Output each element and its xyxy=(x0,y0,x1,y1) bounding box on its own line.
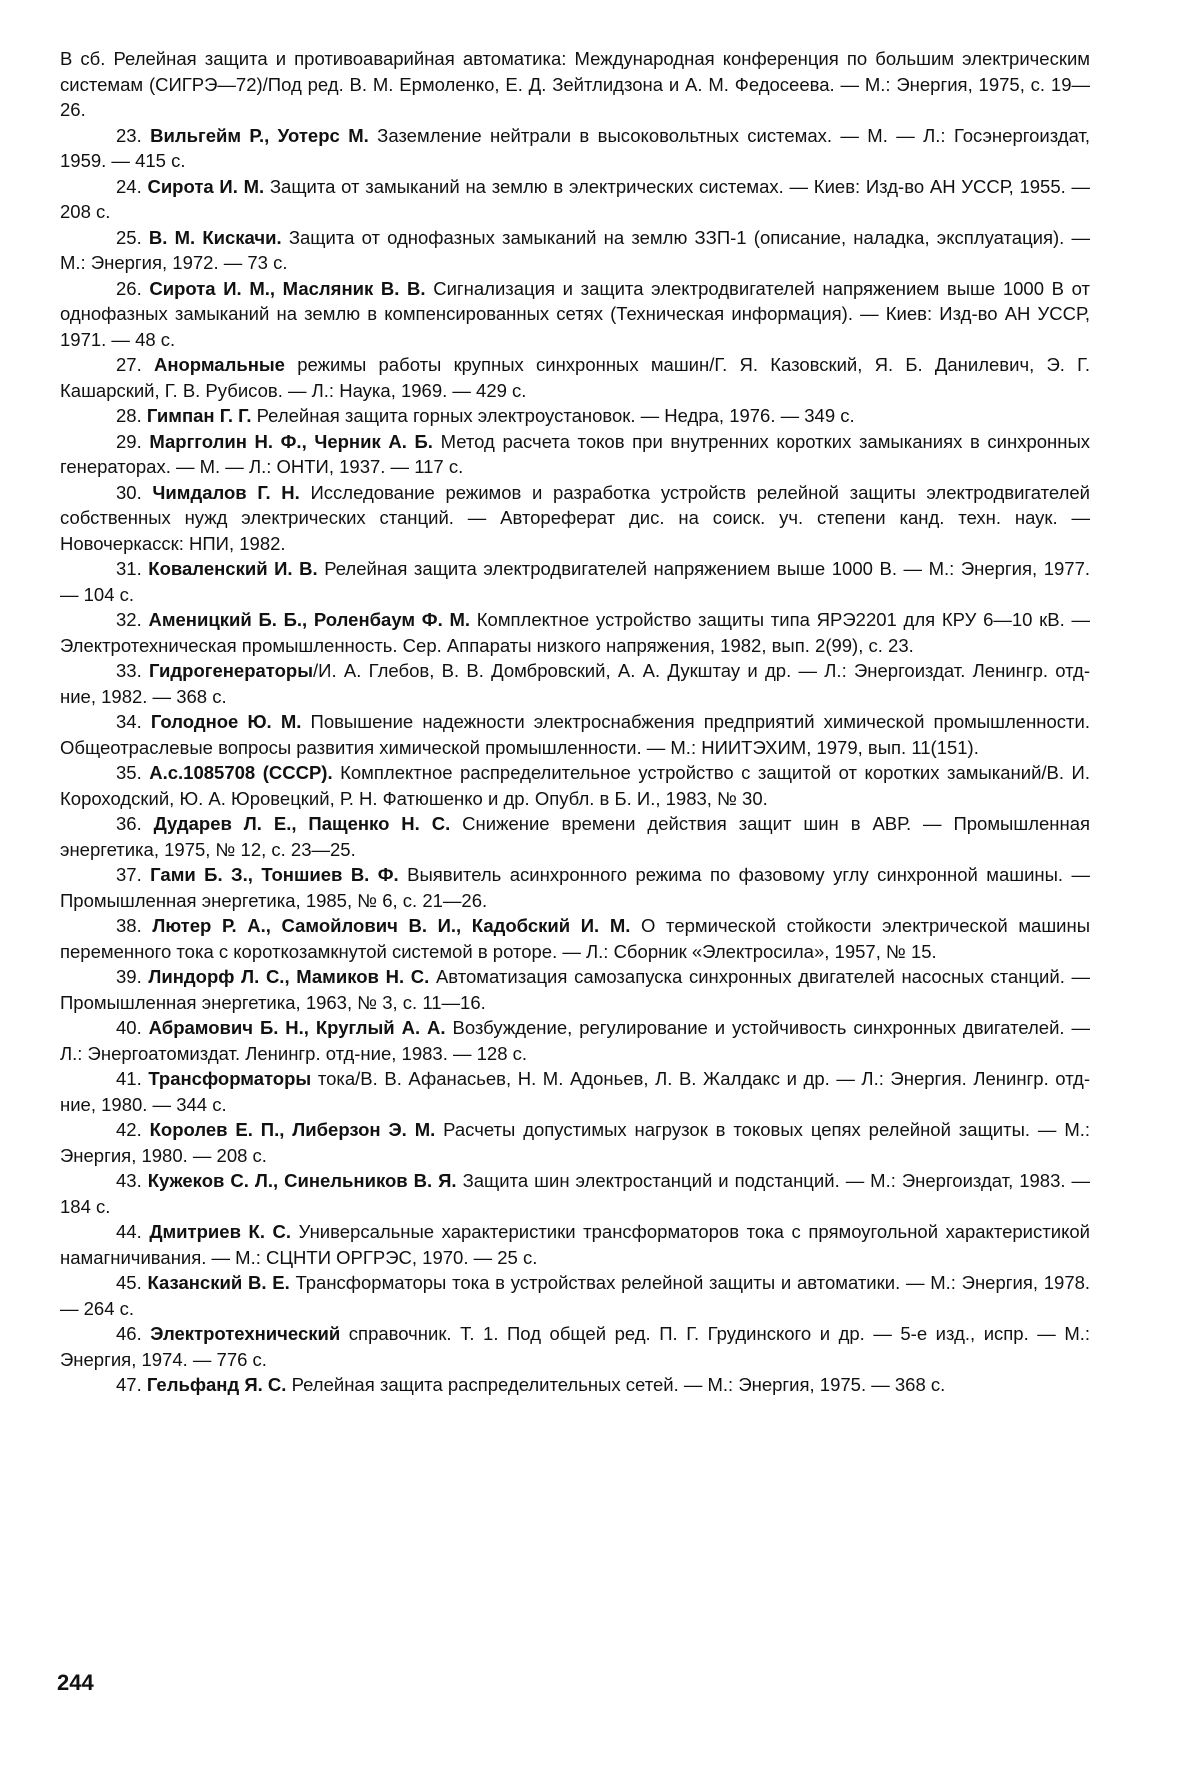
bibliography-entry xyxy=(60,556,1090,607)
entry-text: Повышение надежности электроснабжения предприятий химической промышленности. Общеотраслевые вопросы развития химической промышленности. — М.: НИИТЭХИМ, 1979, вып. 11(151). xyxy=(60,711,1091,758)
entry-author: Сирота И. М., Масляник В. В. xyxy=(149,277,426,299)
entry-text: Возбуждение, регулирование и устойчивость синхронных двигателей. — Л.: Энергоатомиздат. Ленингр. отд-ние, 1983. — 128 с. xyxy=(60,1017,1091,1064)
entry-text: /И. А. Глебов, В. В. Домбровский, А. А. Дукштау и др. — Л.: Энергоиздат. Ленингр. отд-ние, 1982. — 368 с. xyxy=(60,660,1090,707)
entry-text: Релейная защита электродвигателей напряжением выше 1000 В. — М.: Энергия, 1977. — 104 с. xyxy=(60,558,1091,605)
entry-text: Комплектное распределительное устройство с защитой от коротких замыканий/В. И. Короходский, Ю. А. Юровецкий, Р. Н. Фатюшенко и др. Опубл. в Б. И., 1983, № 30. xyxy=(60,762,1090,809)
entry-text: Универсальные характеристики трансформаторов тока с прямоугольной характеристикой намагничивания. — М.: СЦНТИ ОРГРЭС, 1970. — 25 с. xyxy=(60,1221,1090,1268)
entry-author: Кужеков С. Л., Синельников В. Я. xyxy=(147,1170,457,1191)
bibliography-entry xyxy=(60,709,1090,760)
bibliography-entry xyxy=(60,1321,1090,1372)
bibliography-entry xyxy=(60,760,1090,811)
entry-text: Трансформаторы тока в устройствах релейной защиты и автоматики. — М.: Энергия, 1978. — 264 с. xyxy=(60,1272,1091,1319)
entry-text: справочник. Т. 1. Под общей ред. П. Г. Грудинского и др. — 5-е изд., испр. — М.: Энергия, 1974. — 776 с. xyxy=(60,1323,1091,1370)
entry-author: Аменицкий Б. Б., Роленбаум Ф. М. xyxy=(148,609,471,630)
entry-text: Релейная защита горных электроустановок. — Недра, 1976. — 349 с. xyxy=(256,405,855,426)
entry-author: Абрамович Б. Н., Круглый А. А. xyxy=(148,1017,446,1038)
entry-text: Релейная защита распределительных сетей. — М.: Энергия, 1975. — 368 с. xyxy=(291,1374,946,1395)
bibliography-entry xyxy=(60,225,1090,276)
entry-text: Снижение времени действия защит шин в АВР. — Промышленная энергетика, 1975, № 12, с. 23—25. xyxy=(60,813,1091,860)
entry-text: В сб. Релейная защита и противоаварийная автоматика: Международная конференция по большим электрическим системам (СИГРЭ—72)/Под ред. В. М. Ермоленко, Е. Д. Зейтлидзона и А. М. Федосеева. — М.: Энергия, 1975, с. 19—26. xyxy=(60,48,1090,120)
bibliography-entry xyxy=(60,1117,1090,1168)
entry-author: А.с.1085708 (СССР). xyxy=(149,762,333,783)
entry-author: В. М. Кискачи. xyxy=(148,226,282,248)
entry-author: Голодное Ю. М. xyxy=(150,711,302,732)
bibliography-entry xyxy=(60,1270,1090,1321)
entry-text: Защита от однофазных замыканий на землю ЗЗП-1 (описание, наладка, эксплуатация). — М.: Энергия, 1972. — 73 с. xyxy=(60,226,1091,273)
entry-text: тока/В. В. Афанасьев, Н. М. Адоньев, Л. В. Жалдакс и др. — Л.: Энергия. Ленингр. отд-ние, 1980. — 344 с. xyxy=(60,1068,1091,1115)
bibliography-entry xyxy=(60,964,1090,1015)
bibliography-entry xyxy=(60,276,1090,353)
entry-author: Электротехнический xyxy=(150,1323,341,1344)
bibliography-entry xyxy=(60,607,1090,658)
entry-number: 43. xyxy=(116,1170,142,1191)
entry-author: Сирота И. М. xyxy=(147,175,265,197)
entry-author: Королев Е. П., Либерзон Э. М. xyxy=(149,1119,436,1140)
entry-number: 30. xyxy=(116,481,142,503)
entry-author: Гимпан Г. Г. xyxy=(146,405,252,426)
entry-number: 41. xyxy=(116,1068,142,1089)
entry-number: 35. xyxy=(116,762,142,783)
entry-text: Метод расчета токов при внутренних коротких замыканиях в синхронных генераторах. — М. — Л.: ОНТИ, 1937. — 117 с. xyxy=(60,430,1091,477)
entry-number: 46. xyxy=(116,1323,142,1344)
bibliography-entry xyxy=(60,429,1090,480)
entry-author: Дударев Л. Е., Пащенко Н. С. xyxy=(153,813,451,834)
bibliography-entry xyxy=(60,46,1090,123)
bibliography-entry xyxy=(60,123,1090,174)
entry-number: 32. xyxy=(116,609,142,630)
entry-text: Защита шин электростанций и подстанций. — М.: Энергоиздат, 1983. — 184 с. xyxy=(60,1170,1091,1217)
entry-author: Маргголин Н. Ф., Черник А. Б. xyxy=(149,430,433,452)
entry-number: 34. xyxy=(116,711,142,732)
entry-author: Гидрогенераторы xyxy=(149,660,314,681)
bibliography-entry xyxy=(60,913,1090,964)
entry-text: О термической стойкости электрической машины переменного тока с короткозамкнутой системой в роторе. — Л.: Сборник «Электросила», 1957, № 15. xyxy=(60,915,1091,962)
entry-number: 31. xyxy=(116,558,142,579)
entry-author: Анормальные xyxy=(153,354,285,375)
bibliography-entry xyxy=(60,1219,1090,1270)
entry-author: Трансформаторы xyxy=(148,1068,312,1089)
entry-text: Выявитель асинхронного режима по фазовому углу синхронной машины. — Промышленная энергетика, 1985, № 6, с. 21—26. xyxy=(60,864,1091,911)
entry-text: Исследование режимов и разработка устройств релейной защиты электродвигателей собственных нужд электрических станций. — Автореферат дис. на соиск. уч. степени канд. техн. наук. — Новочеркасск: НПИ, 1982. xyxy=(60,481,1091,554)
bibliography-entry xyxy=(60,403,1090,429)
bibliography-entry xyxy=(60,174,1090,225)
bibliography-entry xyxy=(60,862,1090,913)
entry-author: Коваленский И. В. xyxy=(148,558,318,579)
entry-number: 33. xyxy=(116,660,142,681)
entry-number: 27. xyxy=(116,354,142,375)
bibliography-entry xyxy=(60,1372,1090,1398)
bibliography-entry xyxy=(60,811,1090,862)
bibliography-list xyxy=(60,46,1090,1398)
entry-number: 26. xyxy=(116,277,142,299)
entry-author: Дмитриев К. С. xyxy=(149,1221,292,1242)
entry-number: 40. xyxy=(116,1017,142,1038)
entry-text: Заземление нейтрали в высоковольтных системах. — М. — Л.: Госэнергоиздат, 1959. — 415 с. xyxy=(60,124,1091,171)
entry-number: 36. xyxy=(116,813,142,834)
entry-number: 38. xyxy=(116,915,142,936)
entry-author: Гами Б. З., Тоншиев В. Ф. xyxy=(150,864,399,885)
entry-text: Защита от замыканий на землю в электрических системах. — Киев: Изд-во АН УССР, 1955. — 208 с. xyxy=(60,175,1091,222)
bibliography-entry xyxy=(60,480,1090,557)
entry-text: режимы работы крупных синхронных машин/Г. Я. Казовский, Я. Б. Данилевич, Э. Г. Кашарский, Г. В. Рубисов. — Л.: Наука, 1969. — 429 с. xyxy=(60,354,1091,401)
entry-author: Чимдалов Г. Н. xyxy=(152,481,300,503)
bibliography-entry xyxy=(60,1168,1090,1219)
entry-author: Гельфанд Я. С. xyxy=(146,1374,287,1395)
entry-text: Расчеты допустимых нагрузок в токовых цепях релейной защиты. — М.: Энергия, 1980. — 208 с. xyxy=(60,1119,1091,1166)
entry-number: 37. xyxy=(116,864,142,885)
entry-author: Лютер Р. А., Самойлович В. И., Кадобский И. М. xyxy=(152,915,631,936)
bibliography-entry xyxy=(60,1066,1090,1117)
entry-number: 24. xyxy=(116,175,142,197)
entry-number: 29. xyxy=(116,430,142,452)
entry-author: Казанский В. Е. xyxy=(147,1272,290,1293)
bibliography-entry xyxy=(60,352,1090,403)
entry-author: Вильгейм Р., Уотерс М. xyxy=(150,124,369,146)
bibliography-entry xyxy=(60,658,1090,709)
entry-number: 28. xyxy=(116,405,142,426)
entry-number: 42. xyxy=(116,1119,142,1140)
entry-number: 44. xyxy=(116,1221,142,1242)
entry-number: 47. xyxy=(116,1374,142,1395)
entry-author: Линдорф Л. С., Мамиков Н. С. xyxy=(148,966,430,987)
entry-number: 23. xyxy=(116,124,142,146)
bibliography-entry xyxy=(60,1015,1090,1066)
page-number: 244 xyxy=(57,1670,94,1695)
entry-text: Комплектное устройство защиты типа ЯРЭ2201 для КРУ 6—10 кВ. — Электротехническая промышленность. Сер. Аппараты низкого напряжения, 1982, вып. 2(99), с. 23. xyxy=(60,609,1090,656)
entry-text: Сигнализация и защита электродвигателей напряжением выше 1000 В от однофазных замыканий на землю в компенсированных сетях (Техническая информация). — Киев: Изд-во АН УССР, 1971. — 48 с. xyxy=(60,277,1090,350)
entry-number: 45. xyxy=(116,1272,142,1293)
entry-number: 39. xyxy=(116,966,142,987)
entry-number: 25. xyxy=(116,226,142,248)
entry-text: Автоматизация самозапуска синхронных двигателей насосных станций. — Промышленная энергетика, 1963, № 3, с. 11—16. xyxy=(60,966,1091,1013)
